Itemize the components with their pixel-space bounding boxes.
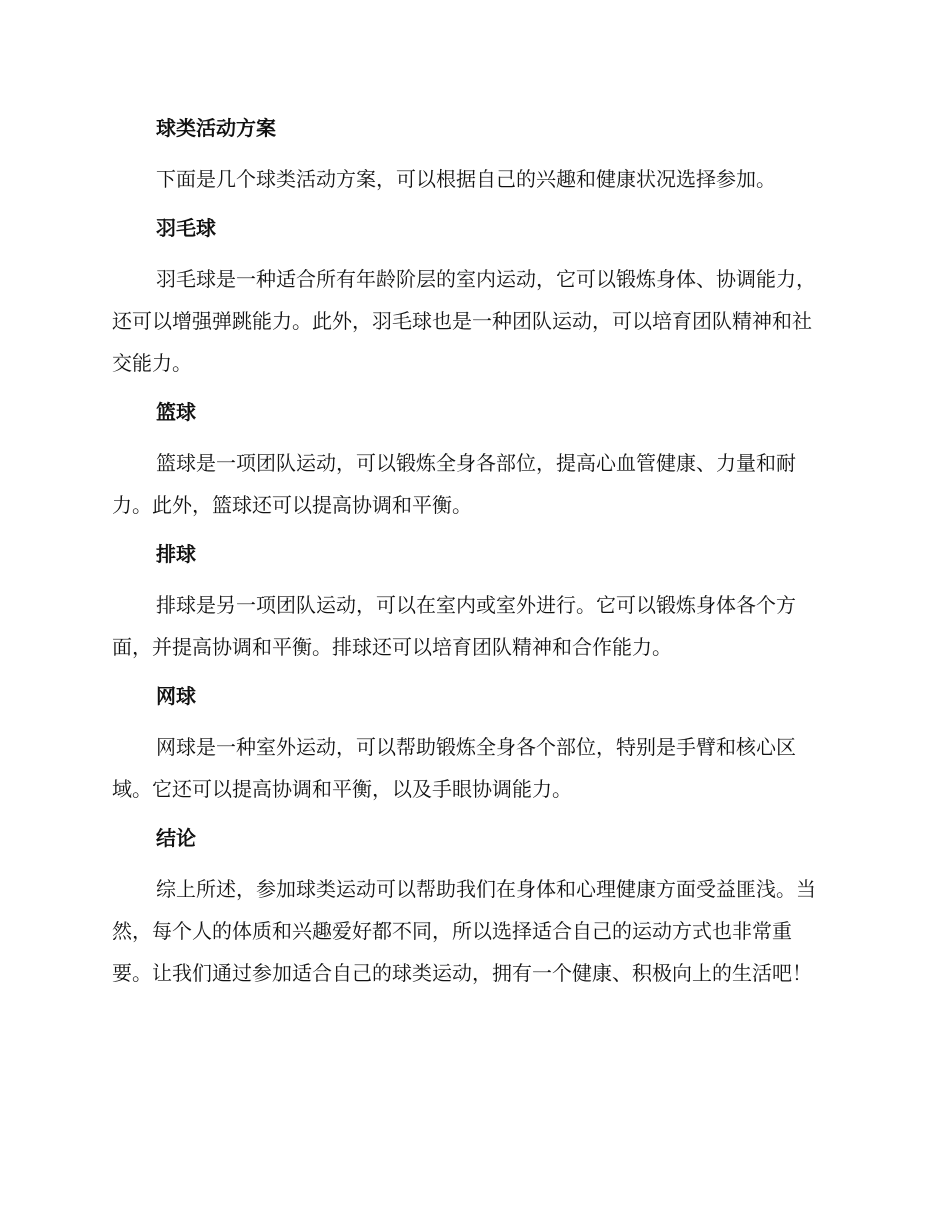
section-badminton	[112, 208, 830, 384]
section-heading: 羽毛球	[156, 216, 216, 240]
section-volleyball	[112, 534, 830, 668]
section-body: 羽毛球是一种适合所有年龄阶层的室内运动，它可以锻炼身体、协调能力，还可以增强弹跳能力。此外，羽毛球也是一种团队运动，可以培育团队精神和社交能力。	[112, 267, 816, 375]
section-body: 排球是另一项团队运动，可以在室内或室外进行。它可以锻炼身体各个方面，并提高协调和平衡。排球还可以培育团队精神和合作能力。	[112, 593, 796, 659]
document-content	[112, 108, 830, 994]
section-conclusion	[112, 818, 830, 994]
document-title: 球类活动方案	[156, 116, 276, 140]
section-heading: 结论	[156, 826, 196, 850]
section-basketball	[112, 392, 830, 526]
section-heading: 网球	[156, 684, 196, 708]
section-heading: 排球	[156, 542, 196, 566]
section-heading: 篮球	[156, 400, 196, 424]
section-body: 篮球是一项团队运动，可以锻炼全身各部位，提高心血管健康、力量和耐力。此外，篮球还可以提高协调和平衡。	[112, 451, 796, 517]
section-body: 综上所述，参加球类运动可以帮助我们在身体和心理健康方面受益匪浅。当然，每个人的体质和兴趣爱好都不同，所以选择适合自己的运动方式也非常重要。让我们通过参加适合自己的球类运动，拥有一个健康、积极向上的生活吧！	[112, 877, 816, 985]
section-body: 网球是一种室外运动，可以帮助锻炼全身各个部位，特别是手臂和核心区域。它还可以提高协调和平衡，以及手眼协调能力。	[112, 735, 796, 801]
intro-paragraph: 下面是几个球类活动方案，可以根据自己的兴趣和健康状况选择参加。	[156, 167, 776, 191]
section-tennis	[112, 676, 830, 810]
